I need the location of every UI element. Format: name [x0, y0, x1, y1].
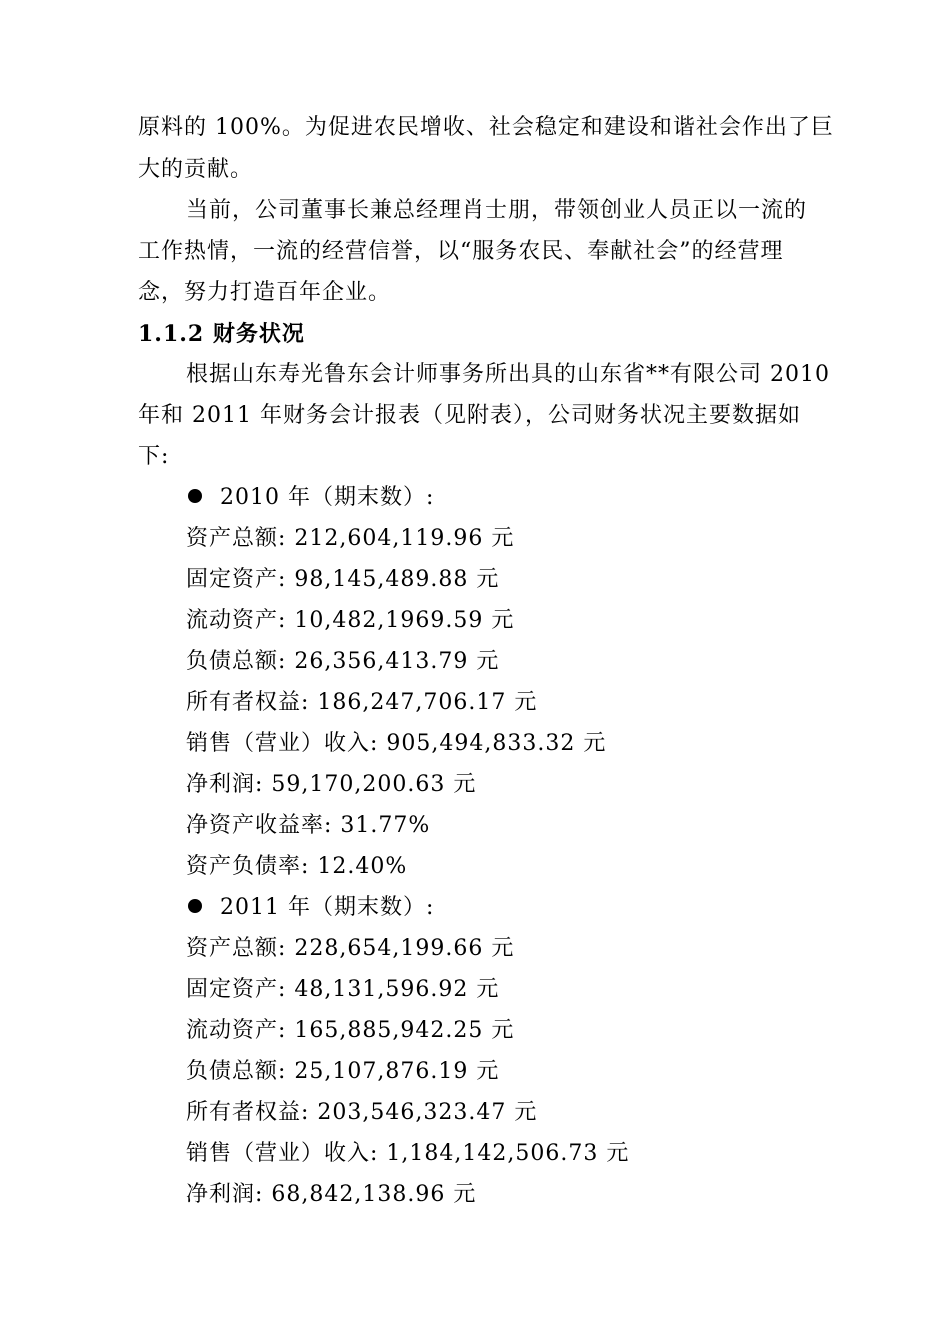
- paragraph-1-line-2: 大的贡献。: [138, 157, 254, 182]
- bullet-icon: [188, 899, 202, 913]
- year-2010-item: 固定资产: 98,145,489.88 元: [186, 567, 500, 592]
- year-2010-item: 资产负债率: 12.40%: [186, 854, 408, 879]
- year-2010-item: 所有者权益: 186,247,706.17 元: [186, 690, 538, 715]
- section-heading: 1.1.2 财务状况: [138, 321, 305, 347]
- bullet-icon: [188, 489, 202, 503]
- year-2010-title: 2010 年（期末数）:: [220, 485, 435, 510]
- year-2011-item: 固定资产: 48,131,596.92 元: [186, 977, 500, 1002]
- year-2011-item: 流动资产: 165,885,942.25 元: [186, 1018, 515, 1043]
- paragraph-3-line-1: 根据山东寿光鲁东会计师事务所出具的山东省**有限公司 2010: [186, 362, 830, 387]
- year-2010-item: 销售（营业）收入: 905,494,833.32 元: [186, 731, 607, 756]
- year-2011-title: 2011 年（期末数）:: [220, 895, 435, 920]
- paragraph-3-line-3: 下:: [138, 444, 170, 469]
- year-2011-item: 所有者权益: 203,546,323.47 元: [186, 1100, 538, 1125]
- paragraph-2-line-2: 工作热情，一流的经营信誉，以“服务农民、奉献社会”的经营理: [138, 239, 784, 264]
- paragraph-3-line-2: 年和 2011 年财务会计报表（见附表），公司财务状况主要数据如: [138, 403, 801, 428]
- year-2011-item: 资产总额: 228,654,199.66 元: [186, 936, 515, 961]
- paragraph-1-line-1: 原料的 100%。为促进农民增收、社会稳定和建设和谐社会作出了巨: [138, 115, 834, 140]
- year-2011-item: 负债总额: 25,107,876.19 元: [186, 1059, 500, 1084]
- year-2011-heading: [186, 893, 434, 923]
- year-2010-item: 负债总额: 26,356,413.79 元: [186, 649, 500, 674]
- year-2010-item: 净利润: 59,170,200.63 元: [186, 772, 477, 797]
- paragraph-2-line-1: 当前，公司董事长兼总经理肖士朋，带领创业人员正以一流的: [186, 198, 808, 223]
- paragraph-2-line-3: 念，努力打造百年企业。: [138, 280, 392, 305]
- year-2011-item: 净利润: 68,842,138.96 元: [186, 1182, 477, 1207]
- year-2011-item: 销售（营业）收入: 1,184,142,506.73 元: [186, 1141, 630, 1166]
- year-2010-heading: [186, 483, 434, 513]
- year-2010-item: 流动资产: 10,482,1969.59 元: [186, 608, 515, 633]
- year-2010-item: 资产总额: 212,604,119.96 元: [186, 526, 515, 551]
- year-2010-item: 净资产收益率: 31.77%: [186, 813, 431, 838]
